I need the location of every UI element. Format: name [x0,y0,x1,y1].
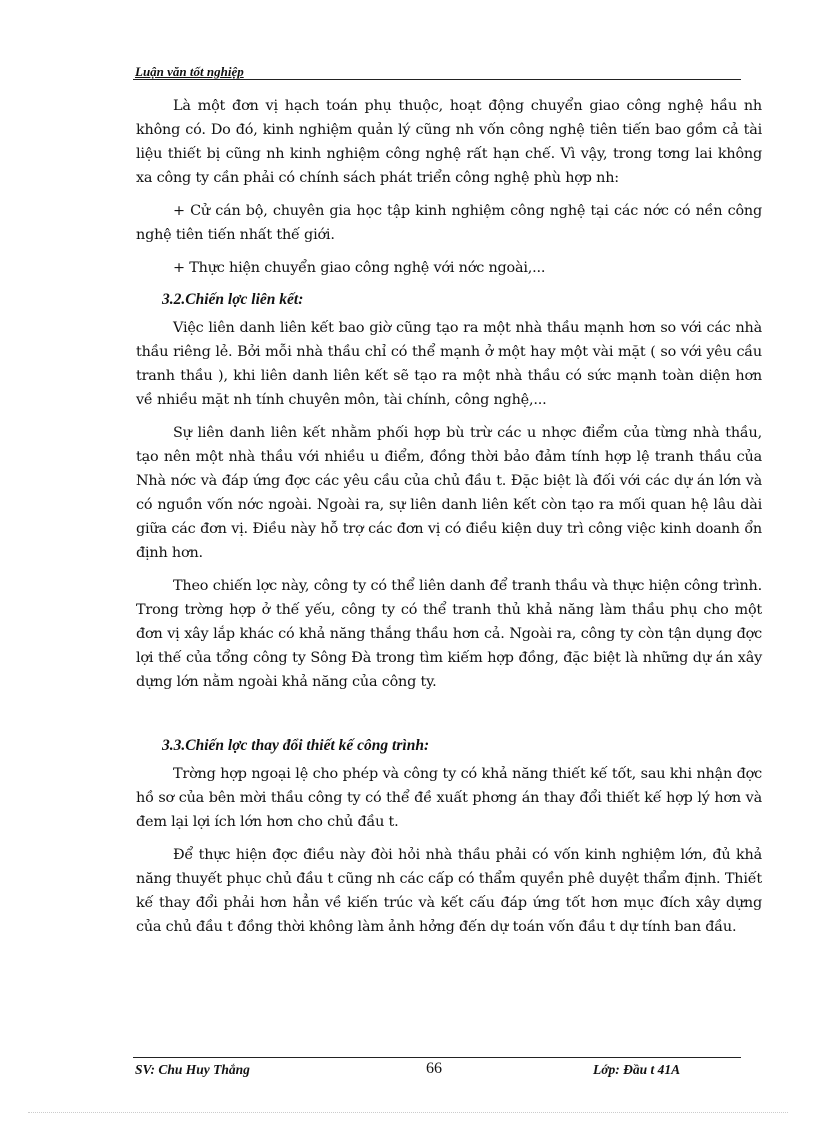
list-item-foreign-transfer: + Thực hiện chuyển giao công nghệ với nớc ngoài,... [173,260,546,276]
footer-author: SV: Chu Huy Thắng [135,1062,250,1077]
section-spacer [136,703,762,735]
section-heading-3-3: 3.3.Chiến lợc thay đổi thiết kế công trình: [162,737,430,754]
paragraph-joint-venture-benefits: Sự liên danh liên kết nhằm phối hợp bù trừ các u nhợc điểm của từng nhà thầu, tạo nên một nhà thầu với nhiều u điểm, đồng thời bảo đảm tính hợp lệ tranh thầu của Nhà nớc và đáp ứng đợc các yêu cầu của chủ đầu t. Đặc biệt là đối với các dự án lớn và có nguồn vốn nớc ngoài. Ngoài ra, sự liên danh liên kết còn tạo ra mối quan hệ lâu dài giữa các đơn vị. Điều này hỗ trợ các đơn vị có điều kiện duy trì công việc kinh doanh ổn định hơn. [136,425,762,561]
page-edge-line [28,1112,788,1113]
page-body [136,94,762,948]
list-item-send-staff: + Cử cán bộ, chuyên gia học tập kinh nghiệm công nghệ tại các nớc có nền công nghệ tiên tiến nhất thế giới. [136,203,762,243]
paragraph-design-change-requirements: Để thực hiện đợc điều này đòi hỏi nhà thầu phải có vốn kinh nghiệm lớn, đủ khả năng thuyết phục chủ đầu t cũng nh các cấp có thẩm quyền phê duyệt thẩm định. Thiết kế thay đổi phải hơn hẳn về kiến trúc và kết cấu đáp ứng tốt hơn mục đích xây dựng của chủ đầu t đồng thời không làm ảnh hởng đến dự toán vốn đầu t dự tính ban đầu. [136,847,762,935]
paragraph-technology-transfer: Là một đơn vị hạch toán phụ thuộc, hoạt động chuyển giao công nghệ hầu nh không có. Do đó, kinh nghiệm quản lý cũng nh vốn công nghệ tiên tiến bao gồm cả tài liệu thiết bị cũng nh kinh nghiệm công nghệ rất hạn chế. Vì vậy, trong tơng lai không xa công ty cần phải có chính sách phát triển công nghệ phù hợp nh: [136,98,762,186]
section-heading-3-2: 3.2.Chiến lợc liên kết: [162,291,304,308]
footer-class: Lớp: Đầu t 41A [593,1062,681,1077]
page-number: 66 [426,1060,442,1077]
paragraph-joint-venture-strategy: Theo chiến lợc này, công ty có thể liên danh để tranh thầu và thực hiện công trình. Trong trờng hợp ở thế yếu, công ty có thể tranh thủ khả năng làm thầu phụ cho một đơn vị xây lắp khác có khả năng thắng thầu hơn cả. Ngoài ra, công ty còn tận dụng đợc lợi thế của tổng công ty Sông Đà trong tìm kiếm hợp đồng, đặc biệt là những dự án xây dựng lớn nằm ngoài khả năng của công ty. [136,578,762,690]
paragraph-joint-venture-intro: Việc liên danh liên kết bao giờ cũng tạo ra một nhà thầu mạnh hơn so với các nhà thầu riêng lẻ. Bởi mỗi nhà thầu chỉ có thể mạnh ở một hay một vài mặt ( so với yêu cầu tranh thầu ), khi liên danh liên kết sẽ tạo ra một nhà thầu có sức mạnh toàn diện hơn về nhiều mặt nh tính chuyên môn, tài chính, công nghệ,... [136,320,762,408]
footer-divider [133,1057,741,1058]
paragraph-design-change-intro: Trờng hợp ngoại lệ cho phép và công ty có khả năng thiết kế tốt, sau khi nhận đợc hồ sơ của bên mời thầu công ty có thể đề xuất phơng án thay đổi thiết kế hợp lý hơn và đem lại lợi ích lớn hơn cho chủ đầu t. [136,766,762,830]
header-divider [133,79,741,80]
running-header: Luận văn tốt nghiệp [135,64,244,79]
